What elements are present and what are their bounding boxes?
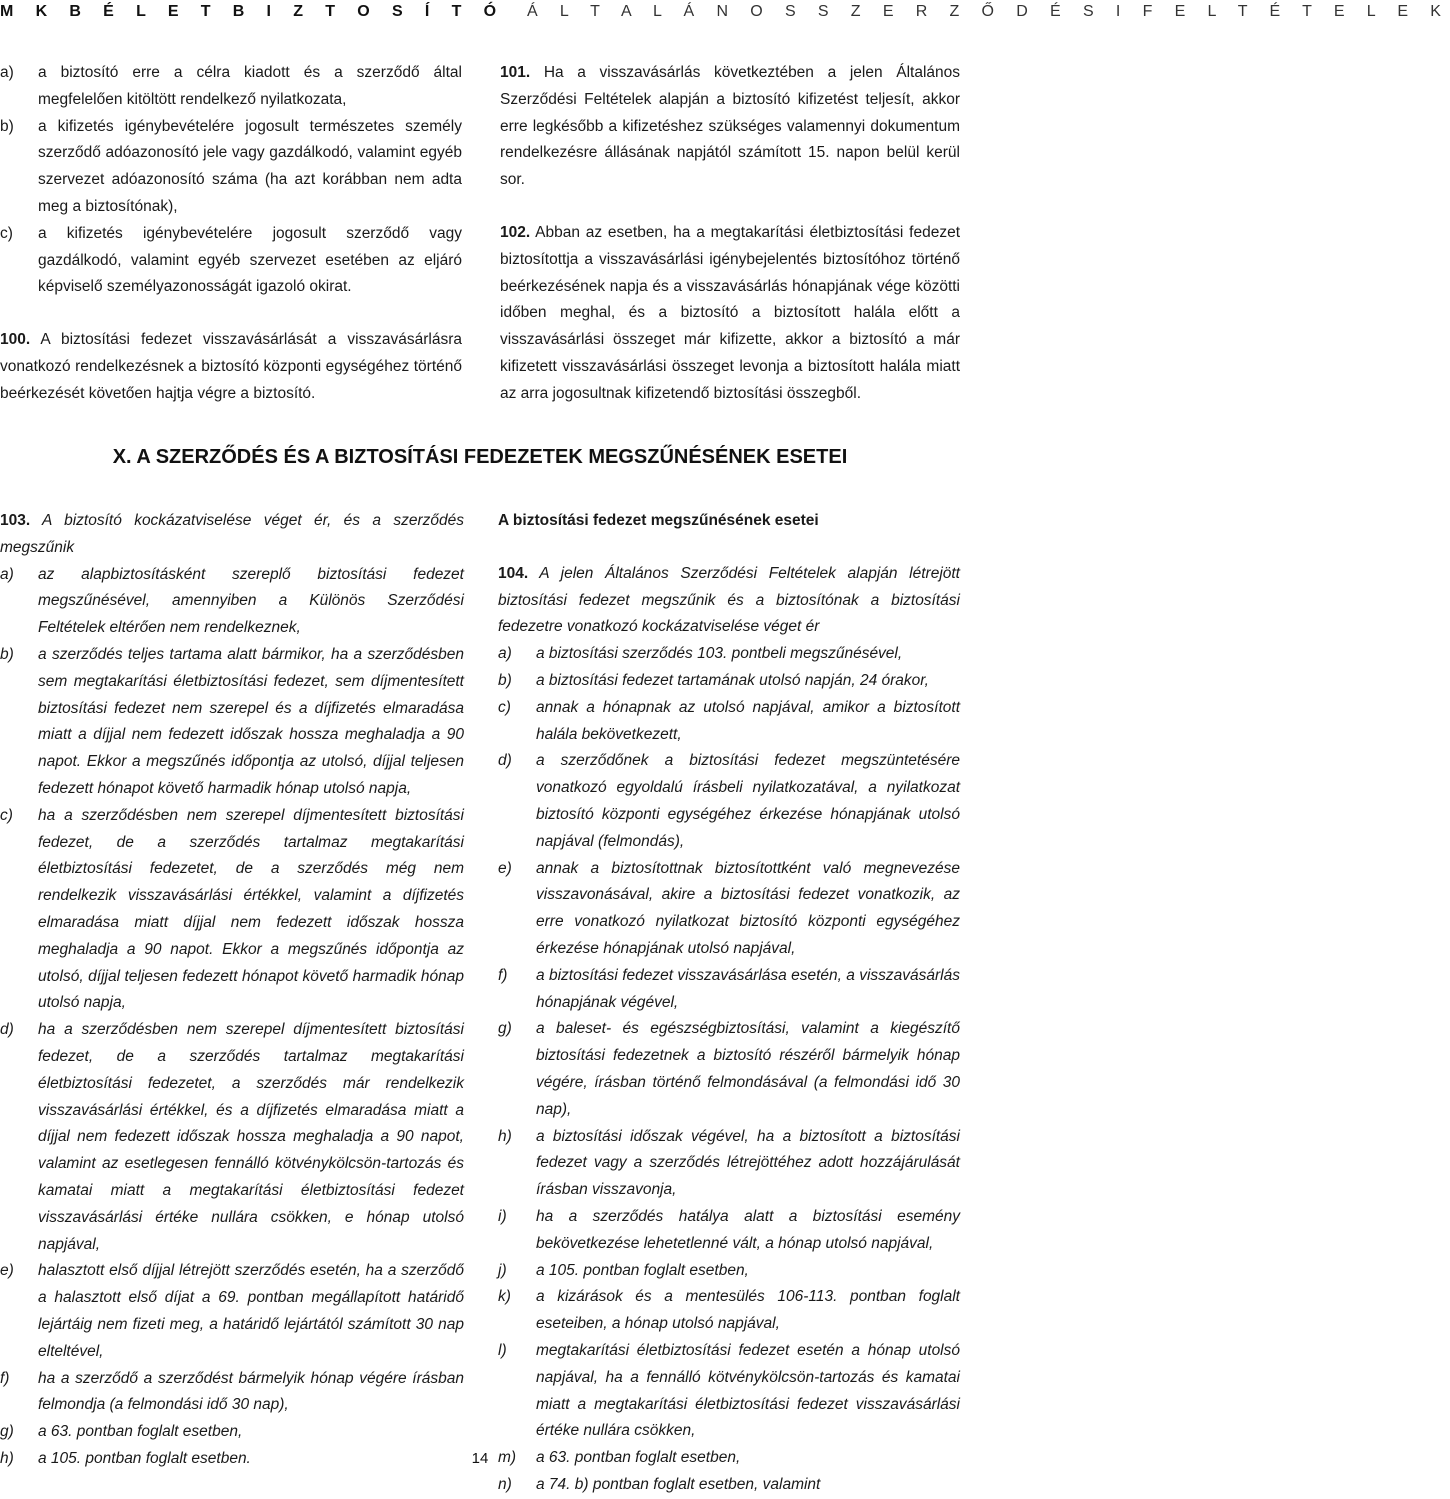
list-item	[0, 1419, 464, 1446]
item-label: a)	[0, 64, 14, 81]
paragraph-number: 101.	[500, 64, 531, 81]
list-item	[0, 221, 462, 301]
item-text: a 63. pontban foglalt esetben,	[536, 1449, 741, 1467]
list-item	[498, 748, 960, 855]
item-text: a 105. pontban foglalt esetben.	[38, 1449, 251, 1467]
paragraph-number: 100.	[0, 331, 31, 349]
item-label: a)	[498, 645, 512, 663]
list-item	[498, 963, 960, 1017]
item-label: n)	[498, 1475, 512, 1493]
header-product-name: M K B É L E T B I Z T O S Í T Ó	[0, 3, 505, 20]
page-number: 14	[471, 1450, 489, 1467]
list-item	[498, 856, 960, 963]
top-right-column	[500, 60, 960, 408]
item-label: d)	[0, 1021, 14, 1039]
header-document-title: Á L T A L Á N O S S Z E R Z Ő D É S I F E L T É T E L E K	[526, 3, 1450, 20]
item-text: ha a szerződés hatálya alatt a biztosítási esemény bekövetkezése lehetetlenné vált, a hónap utolsó napjával,	[536, 1207, 960, 1252]
item-text: annak a hónapnak az utolsó napjával, amikor a biztosított halála bekövetkezett,	[536, 698, 960, 743]
list-item	[0, 1366, 464, 1420]
item-label: c)	[0, 224, 13, 242]
list-item	[0, 803, 464, 1017]
item-text: a szerződőnek a biztosítási fedezet megszüntetésére vonatkozó egyoldalú írásbeli nyilatkozatával, a nyilatkozat biztosító központi egységéhez érkezése hónapjának utolsó napjával (felmondás),	[536, 752, 960, 850]
item-label: g)	[0, 1423, 14, 1441]
list-item	[498, 1472, 960, 1499]
list-item	[0, 60, 462, 114]
list-item	[0, 642, 464, 803]
item-text: ha a szerződésben nem szerepel díjmentesített biztosítási fedezet, de a szerződés tartalmaz megtakarítási életbiztosítási fedezetet, de a szerződés még nem rendelkezik visszavásárlási értékkel, valamint a díjfizetés elmaradása miatt díjjal nem fedezett időszak hossza meghaladja a 90 napot. Ekkor a megszűnés időpontja az utolsó, díjjal teljesen fedezett hónapot követő harmadik hónap utolsó napja,	[38, 806, 464, 1012]
item-text: annak a biztosítottnak biztosítottként való megnevezése visszavonásával, akire a biztosítási fedezet vonatkozik, az erre vonatkozó nyilatkozat biztosító központi egységéhez érkezése hónapjának utolsó napjával,	[536, 859, 960, 957]
paragraph-text: A biztosító kockázatviselése véget ér, és a szerződés megszűnik	[0, 512, 464, 556]
item-text: megtakarítási életbiztosítási fedezet esetén a hónap utolsó napjával, ha a fennálló kötvénykölcsön-tartozás és kamatai miatt a megtakarítási életbiztosítási fedezet visszavásárlási értéke nullára csökken,	[536, 1341, 960, 1440]
list-item	[498, 1338, 960, 1445]
item-label: d)	[498, 752, 512, 770]
running-header	[0, 0, 1450, 24]
list-item	[498, 695, 960, 749]
item-label: e)	[498, 859, 512, 877]
item-label: i)	[498, 1207, 507, 1225]
item-label: f)	[0, 1369, 10, 1387]
item-text: a 63. pontban foglalt esetben,	[38, 1423, 243, 1441]
bottom-right-column	[498, 508, 960, 1499]
list-item	[498, 1258, 960, 1285]
item-text: a 105. pontban foglalt esetben,	[536, 1261, 749, 1279]
item-text: a kifizetés igénybevételére jogosult szerződő vagy gazdálkodó, valamint egyéb szervezet esetében az eljáró képviselő személyazonosságát igazoló okirat.	[38, 224, 462, 296]
item-label: c)	[498, 698, 511, 716]
item-text: a baleset- és egészségbiztosítási, valamint a kiegészítő biztosítási fedezetnek a biztosító részéről bármelyik hónap végére, írásban történő felmondásával (a felmondási idő 30 nap),	[536, 1020, 960, 1118]
item-label: m)	[498, 1449, 517, 1467]
item-label: k)	[498, 1288, 511, 1306]
subsection-heading: A biztosítási fedezet megszűnésének esetei	[498, 512, 819, 529]
item-label: g)	[498, 1020, 512, 1038]
item-label: b)	[0, 645, 14, 663]
item-text: a szerződés teljes tartama alatt bármikor, ha a szerződésben sem megtakarítási életbiztosítási fedezet, sem díjmentesített biztosítási fedezet nem szerepel és a díjfizetés elmaradása miatt a díjjal nem fedezett időszak hossza meghaladja a 90 napot. Ekkor a megszűnés időpontja az utolsó, díjjal teljesen fedezett hónapot követő harmadik hónap utolsó napja,	[38, 645, 464, 797]
bottom-left-column	[0, 508, 464, 1473]
item-text: a biztosítási időszak végével, ha a biztosított a biztosítási fedezet vagy a szerződés létrejöttéhez adott hozzájárulását írásban visszavonja,	[536, 1127, 960, 1199]
list-item	[498, 1204, 960, 1258]
paragraph-100	[0, 327, 462, 407]
list-item	[498, 1016, 960, 1123]
list-item	[498, 1124, 960, 1204]
paragraph-102	[500, 220, 960, 408]
item-text: a biztosító erre a célra kiadott és a szerződő által megfelelően kitöltött rendelkező nyilatkozata,	[38, 64, 462, 108]
item-text: a biztosítási szerződés 103. pontbeli megszűnésével,	[536, 645, 903, 663]
paragraph-text: A jelen Általános Szerződési Feltételek alapján létrejött biztosítási fedezet megszűnik és a biztosítónak a biztosítási fedezetre vonatkozó kockázatviselése véget ér	[498, 564, 960, 636]
paragraph-103	[0, 508, 464, 562]
paragraph-number: 104.	[498, 564, 529, 582]
paragraph-text: A biztosítási fedezet visszavásárlását a visszavásárlásra vonatkozó rendelkezésnek a biztosító központi egységéhez történő beérkezését követően hajtja végre a biztosító.	[0, 331, 462, 402]
item-label: f)	[498, 966, 508, 984]
section-title: X. A SZERZŐDÉS ÉS A BIZTOSÍTÁSI FEDEZETEK MEGSZŰNÉSÉNEK ESETEI	[112, 446, 848, 468]
item-label: b)	[498, 671, 512, 689]
list-item	[498, 641, 960, 668]
item-label: l)	[498, 1341, 507, 1359]
item-text: a kizárások és a mentesülés 106-113. pontban foglalt eseteiben, a hónap utolsó napjával,	[536, 1288, 960, 1333]
paragraph-number: 103.	[0, 512, 31, 529]
item-text: ha a szerződő a szerződést bármelyik hónap végére írásban felmondja (a felmondási idő 30 nap),	[38, 1369, 464, 1414]
top-left-column	[0, 60, 462, 408]
list-item	[498, 1284, 960, 1338]
item-label: b)	[0, 117, 14, 135]
paragraph-text: Abban az esetben, ha a megtakarítási életbiztosítási fedezet biztosítottja a visszavásárlási igénybejelentés biztosítóhoz történő beérkezésének napja és a visszavásárlás hónapjának vége közötti időben meghal, és a biztosító a biztosított halála előtt a visszavásárlási összeget már kifizette, akkor a biztosító a már kifizetett visszavásárlási összeget levonja a biztosított halála miatt az arra jogosultnak kifizetendő biztosítási összegből.	[500, 223, 960, 402]
item-label: j)	[498, 1261, 507, 1279]
item-text: a biztosítási fedezet tartamának utolsó napján, 24 órakor,	[536, 671, 929, 689]
list-item	[0, 562, 464, 642]
item-text: ha a szerződésben nem szerepel díjmentesített biztosítási fedezet, de a szerződés tartalmaz megtakarítási életbiztosítási fedezetet, a szerződés már rendelkezik visszavásárlási értékkel, és a díjfizetés elmaradása miatt a díjjal nem fedezett időszak hossza meghaladja a 90 napot, valamint az esetlegesen fennálló kötvénykölcsön-tartozás és kamatai miatt a megtakarítási életbiztosítási fedezet visszavásárlási értéke nullára csökken, e hónap utolsó napjával,	[38, 1021, 464, 1253]
item-text: a biztosítási fedezet visszavásárlása esetén, a visszavásárlás hónapjának végével,	[536, 966, 960, 1011]
list-item	[498, 668, 960, 695]
list-item	[0, 1258, 464, 1365]
item-text: a kifizetés igénybevételére jogosult természetes személy szerződő adóazonosító jele vagy gazdálkodó, valamint egyéb szervezet adóazonosító száma (ha azt korábban nem adta meg a biztosítónak),	[38, 117, 462, 215]
item-text: halasztott első díjjal létrejött szerződés esetén, ha a szerződő a halasztott első díjat a 69. pontban megállapított határidő lejártáig nem fizeti meg, a határidő lejártától számított 30 nap elteltével,	[38, 1262, 464, 1360]
paragraph-number: 102.	[500, 223, 531, 241]
item-label: e)	[0, 1262, 14, 1280]
item-text: a 74. b) pontban foglalt esetben, valamint	[536, 1475, 821, 1493]
item-text: az alapbiztosításként szereplő biztosítási fedezet megszűnésével, amennyiben a Különös Szerződési Feltételek eltérően nem rendelkeznek,	[38, 565, 464, 637]
item-label: c)	[0, 806, 13, 824]
paragraph-104	[498, 561, 960, 641]
list-item	[0, 1017, 464, 1258]
paragraph-101	[500, 60, 960, 194]
list-item	[0, 114, 462, 221]
item-label: h)	[498, 1127, 512, 1145]
item-label: a)	[0, 565, 14, 583]
paragraph-text: Ha a visszavásárlás következtében a jelen Általános Szerződési Feltételek alapján a biztosító kifizetést teljesít, akkor erre legkésőbb a kifizetéshez szükséges valamennyi dokumentum rendelkezésre állásának napjától számított 15. napon belül kerül sor.	[500, 64, 960, 189]
item-label: h)	[0, 1449, 14, 1467]
